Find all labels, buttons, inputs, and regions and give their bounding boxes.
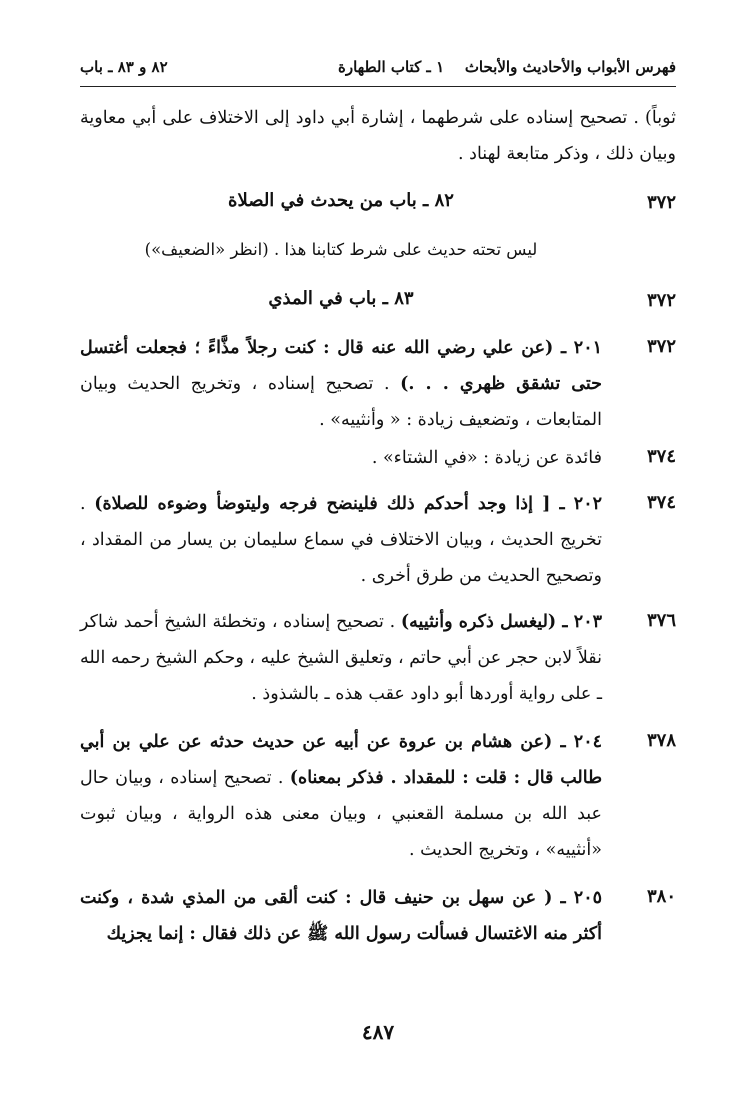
page-ref: ٣٧٦ xyxy=(646,610,676,631)
entry-204 xyxy=(80,724,676,868)
section-heading: ٨٣ ـ باب في المذي xyxy=(268,288,414,309)
header-book: ١ ـ كتاب الطهارة xyxy=(338,58,445,76)
entry-benefit xyxy=(80,440,676,476)
entry-commentary: . تصحيح إسناده ، وتخريج الحديث وبيان المتابعات ، وتضعيف زيادة : « وأنثييه» . xyxy=(80,374,602,430)
hadith-text: ٢٠٢ ـ [ إذا وجد أحدكم ذلك فلينضح فرجه وليتوضأ وضوءه للصلاة) xyxy=(94,494,602,514)
entry-commentary: . تصحيح إسناده ، وتخطئة الشيخ أحمد شاكر نقلاً لابن حجر عن أبي حاتم ، وتعليق الشيخ عليه ، وحكم الشيخ رحمه الله ـ على رواية أوردها أبو داود عقب هذه ـ بالشذوذ . xyxy=(80,612,602,704)
section-note: ليس تحته حديث على شرط كتابنا هذا . (انظر «الضعيف») xyxy=(144,240,538,259)
page-ref: ٣٧٤ xyxy=(646,446,676,467)
entry-205 xyxy=(80,880,676,952)
entry-text xyxy=(80,724,602,868)
running-header xyxy=(80,52,676,82)
section-83 xyxy=(80,288,676,318)
page-ref: ٣٧٢ xyxy=(646,192,676,213)
page-ref: ٣٧٨ xyxy=(646,730,676,751)
page-number: ٤٨٧ xyxy=(361,1020,395,1044)
entry-text xyxy=(80,880,602,952)
section-82 xyxy=(80,190,676,220)
intro-paragraph xyxy=(80,100,676,176)
entry-203 xyxy=(80,604,676,712)
entry-commentary: . تصحيح إسناده ، وبيان حال عبد الله بن مسلمة القعنبي ، وبيان معنى هذه الرواية ، وبيان ثبوت «أنثييه» ، وتخريج الحديث . xyxy=(80,768,602,860)
hadith-text: ٢٠١ ـ (عن علي رضي الله عنه قال : كنت رجلاً مذَّاءً ؛ فجعلت أغتسل حتى تشقق ظهري . . .) xyxy=(80,338,602,394)
entry-text xyxy=(80,604,602,712)
entry-201 xyxy=(80,330,676,438)
header-chapter: ٨٢ و ٨٣ ـ باب xyxy=(80,58,168,76)
section-82-note xyxy=(80,240,676,268)
entry-text xyxy=(80,330,602,438)
entry-text xyxy=(80,486,602,594)
hadith-text: ٢٠٤ ـ (عن هشام بن عروة عن أبيه عن حديث حدثه عن علي بن أبي طالب قال : قلت : للمقداد . فذكر بمعناه) xyxy=(80,732,603,788)
page-ref: ٣٧٢ xyxy=(646,290,676,311)
header-divider xyxy=(80,86,676,87)
intro-text: ثوباً) . تصحيح إسناده على شرطهما ، إشارة أبي داود إلى الاختلاف على أبي معاوية وبيان ذلك ، وذكر متابعة لهناد . xyxy=(80,108,676,164)
entry-commentary: . تخريج الحديث ، وبيان الاختلاف في سماع سليمان بن يسار من المقداد ، وتصحيح الحديث من طرق أخرى . xyxy=(80,494,602,586)
entry-202 xyxy=(80,486,676,594)
header-title: فهرس الأبواب والأحاديث والأبحاث xyxy=(464,58,676,76)
page-ref: ٣٨٠ xyxy=(646,886,676,907)
section-heading: ٨٢ ـ باب من يحدث في الصلاة xyxy=(228,190,454,211)
hadith-text: ٢٠٣ ـ (ليغسل ذكره وأنثييه) xyxy=(400,612,602,632)
page-ref: ٣٧٢ xyxy=(646,336,676,357)
entry-text: فائدة عن زيادة : «في الشتاء» . xyxy=(371,448,602,468)
hadith-text: ٢٠٥ ـ ( عن سهل بن حنيف قال : كنت ألقى من المذي شدة ، وكنت أكثر منه الاغتسال فسألت رسول الله ﷺ عن ذلك فقال : إنما يجزيك xyxy=(80,888,602,944)
page-ref: ٣٧٤ xyxy=(646,492,676,513)
